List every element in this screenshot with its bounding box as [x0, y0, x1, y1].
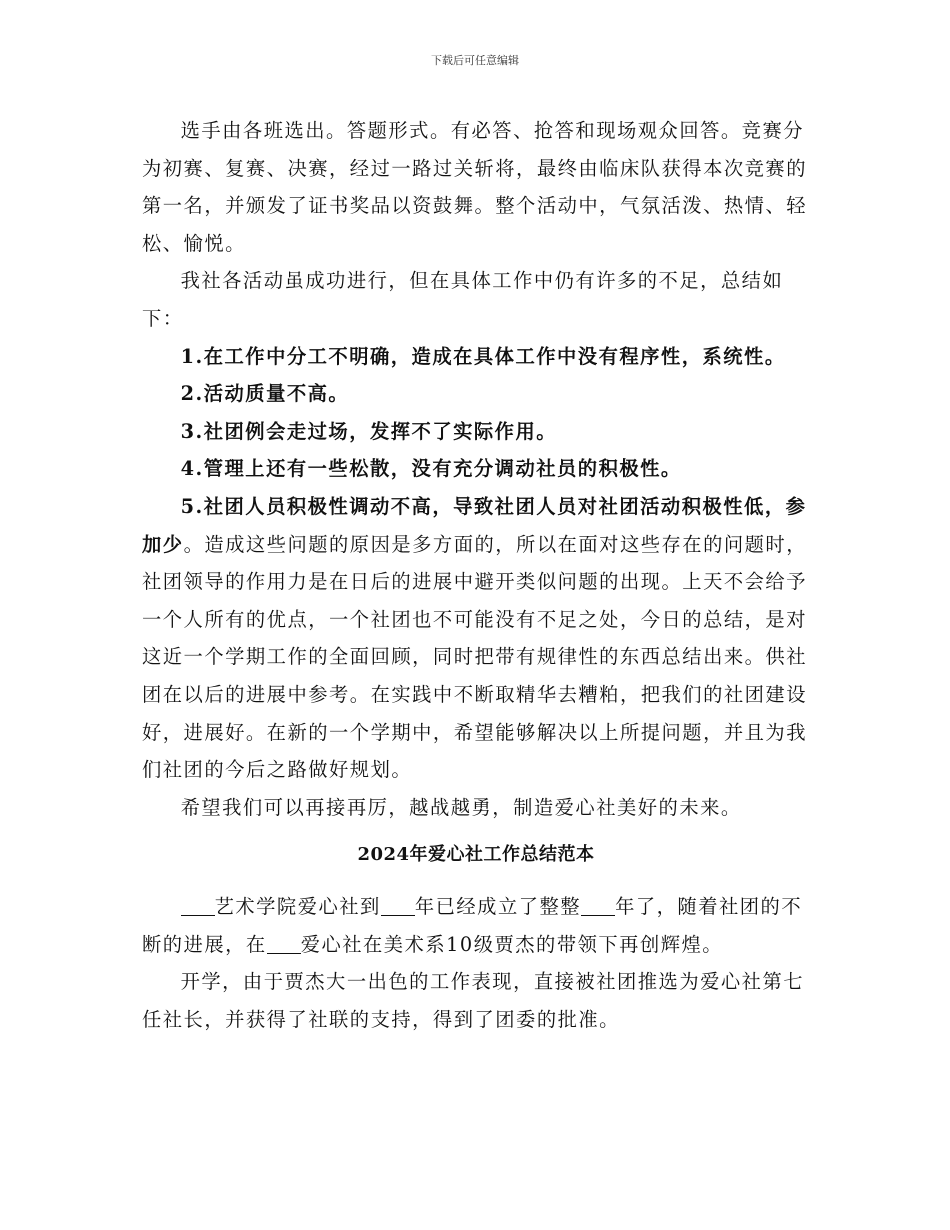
blank-line [581, 896, 615, 916]
list-item-4: 4.管理上还有一些松散，没有充分调动社员的积极性。 [180, 457, 682, 481]
document-body [142, 112, 810, 1039]
page-header: 下载后可任意编辑 [431, 54, 519, 67]
text-fragment: 年了，随着社团的不断的进展，在 [142, 895, 803, 956]
section-title: 2024年爱心社工作总结范本 [357, 844, 595, 866]
blank-line [381, 896, 415, 916]
list-item-3: 3.社团例会走过场，发挥不了实际作用。 [180, 419, 558, 443]
paragraph-competition: 选手由各班选出。答题形式。有必答、抢答和现场观众回答。竞赛分为初赛、复赛、决赛，经过一路过关斩将，最终由临床队获得本次竞赛的第一名，并颁发了证书奖品以资鼓舞。整个活动中，气氛活泼、热情、轻松、愉悦。 [142, 119, 807, 255]
list-item-5 [142, 488, 810, 789]
list-item-1: 1.在工作中分工不明确，造成在具体工作中没有程序性，系统性。 [180, 344, 786, 368]
text-fragment: 年已经成立了整整 [414, 895, 582, 919]
list-item-5-bold: 5.社团人员积极性调动不高，导致社团人员对社团活动积极性低，参加少 [142, 494, 807, 556]
paragraph-closing: 希望我们可以再接再厉，越战越勇，制造爱心社美好的未来。 [180, 795, 742, 819]
paragraph-new-president: 开学，由于贾杰大一出色的工作表现，直接被社团推选为爱心社第七任社长，并获得了社联的支持，得到了团委的批准。 [142, 970, 805, 1032]
text-fragment: 爱心社在美术系10级贾杰的带领下再创辉煌。 [300, 932, 724, 956]
paragraph-shortcomings-intro: 我社各活动虽成功进行，但在具体工作中仍有许多的不足，总结如下： [142, 269, 784, 330]
paragraph-club-history [142, 888, 810, 963]
text-fragment: 艺术学院爱心社到 [214, 895, 381, 919]
list-item-2: 2.活动质量不高。 [180, 382, 350, 406]
blank-line [267, 934, 301, 954]
blank-line [181, 896, 215, 916]
list-item-5-text: 。造成这些问题的原因是多方面的，所以在面对这些存在的问题时，社团领导的作用力是在日后的进展中避开类似问题的出现。上天不会给予一个人所有的优点，一个社团也不可能没有不足之处，今日的总结，是对这近一个学期工作的全面回顾，同时把带有规律性的东西总结出来。供社团在以后的进展中参考。在实践中不断取精华去糟粕，把我们的社团建设好，进展好。在新的一个学期中，希望能够解决以上所提问题，并且为我们社团的今后之路做好规划。 [142, 532, 807, 782]
